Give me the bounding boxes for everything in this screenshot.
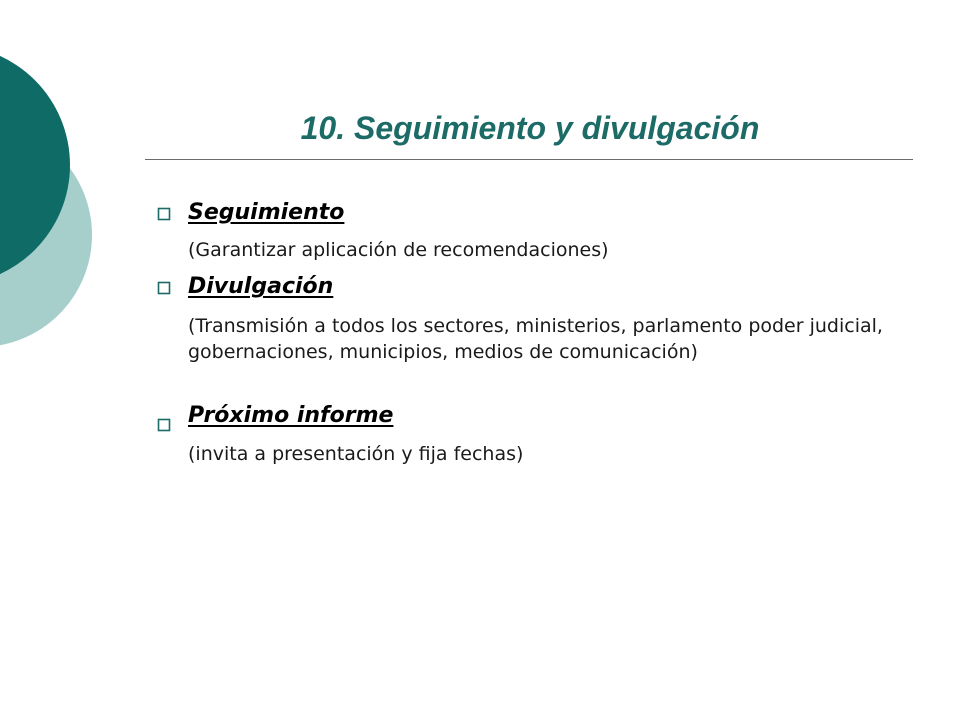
- bullet-heading: Seguimiento: [188, 200, 345, 225]
- bullet-description: (invita a presentación y fija fechas): [188, 443, 524, 465]
- hollow-square-bullet-icon: [157, 207, 171, 221]
- decorative-circles: [0, 0, 120, 400]
- bullet-heading: Divulgación: [188, 274, 334, 299]
- title-divider: [145, 159, 913, 160]
- bullet-heading: Próximo informe: [188, 403, 394, 428]
- bullet-description: (Transmisión a todos los sectores, ministerios, parlamento poder judicial, gobernaciones, municipios, medios de comunicación): [188, 315, 883, 363]
- slide-title: 10. Seguimiento y divulgación: [300, 110, 760, 146]
- bullet-description: (Garantizar aplicación de recomendaciones): [188, 239, 609, 261]
- hollow-square-bullet-icon: [157, 418, 171, 432]
- hollow-square-bullet-icon: [157, 281, 171, 295]
